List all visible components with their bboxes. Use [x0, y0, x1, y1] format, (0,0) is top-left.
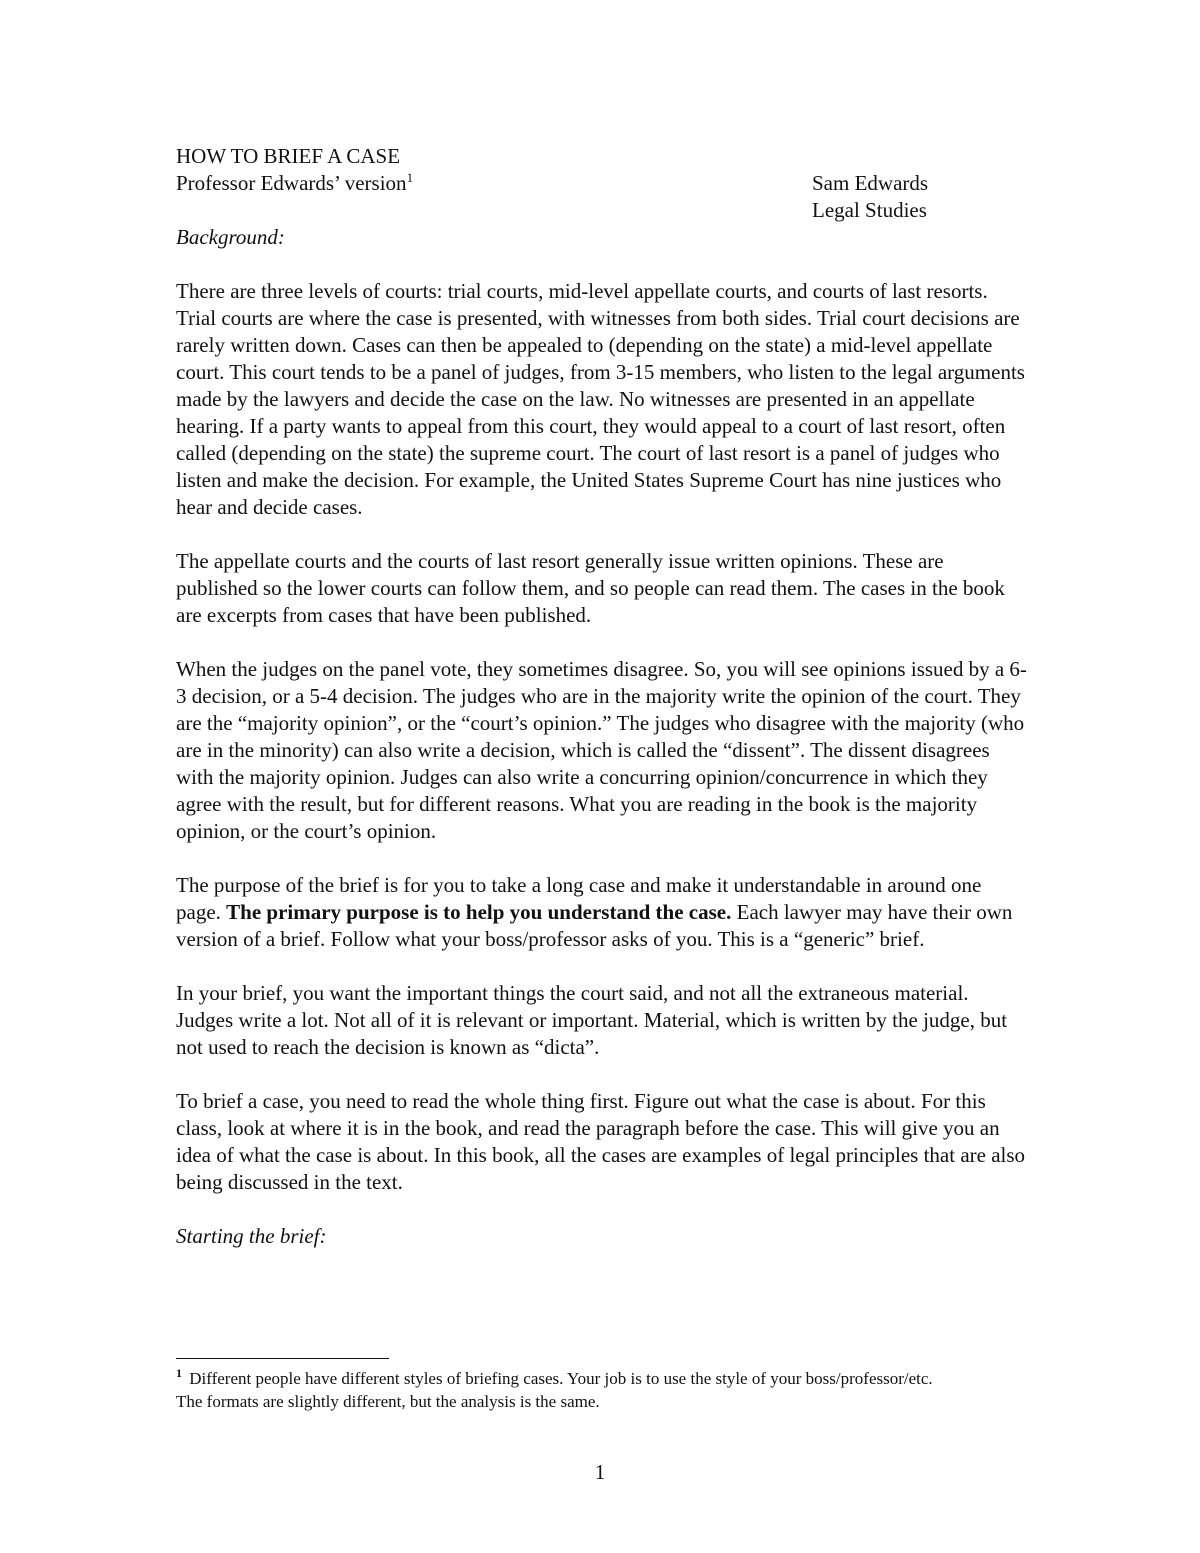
- paragraph-court-levels: There are three levels of courts: trial courts, mid-level appellate courts, and courts of last resorts. Trial courts are where the case is presented, with witnesses from both sides. Trial court decisions are rarely written down. Cases can then be appealed to (depending on the state) a mid-level appellate court. This court tends to be a panel of judges, from 3-15 members, who listen to the legal arguments made by the lawyers and decide the case on the law. No witnesses are presented in an appellate hearing. If a party wants to appeal from this court, they would appeal to a court of last resort, often called (depending on the state) the supreme court. The court of last resort is a panel of judges who listen and make the decision. For example, the United States Supreme Court has nine justices who hear and decide cases.: [176, 279, 1025, 519]
- paragraph-written-opinions: The appellate courts and the courts of last resort generally issue written opinions. These are published so the lower courts can follow them, and so people can read them. The cases in the book are excerpts from cases that have been published.: [176, 549, 1005, 627]
- subtitle-text: Professor Edwards’ version: [176, 171, 407, 195]
- author-department: Legal Studies: [812, 198, 927, 222]
- paragraph-reading-case: To brief a case, you need to read the whole thing first. Figure out what the case is about. For this class, look at where it is in the book, and read the paragraph before the case. This will give you an idea of what the case is about. In this book, all the cases are examples of legal principles that are also being discussed in the text.: [176, 1089, 1026, 1194]
- paragraph-dicta: In your brief, you want the important things the court said, and not all the extraneous material. Judges write a lot. Not all of it is relevant or important. Material, which is written by the judge, but not used to reach the decision is known as “dicta”.: [176, 981, 1008, 1059]
- paragraph-panel-votes: When the judges on the panel vote, they sometimes disagree. So, you will see opinions issued by a 6-3 decision, or a 5-4 decision. The judges who are in the majority write the opinion of the court. They are the “majority opinion”, or the “court’s opinion.” The judges who disagree with the majority (who are in the minority) can also write a decision, which is called the “dissent”. The dissent disagrees with the majority opinion. Judges can also write a concurring opinion/concurrence in which they agree with the result, but for different reasons. What you are reading in the book is the majority opinion, or the court’s opinion.: [176, 657, 1027, 843]
- paragraph-brief-purpose: [176, 872, 1028, 953]
- author-name: Sam Edwards: [812, 171, 929, 195]
- background-heading: Background:: [176, 225, 285, 249]
- footnote-text: Different people have different styles of briefing cases. Your job is to use the style of your boss/professor/etc. The formats are slightly different, but the analysis is the same.: [176, 1369, 933, 1411]
- footnote: [176, 1367, 956, 1413]
- purpose-emphasis: The primary purpose is to help you understand the case.: [226, 900, 732, 924]
- footnote-marker: 1: [176, 1366, 182, 1381]
- page-number: 1: [594, 1460, 606, 1484]
- purpose-text-before: The purpose of the brief is for you to take a long case and make it understandable in around one page.: [176, 873, 982, 924]
- footnote-divider: [176, 1358, 389, 1359]
- document-subtitle: [176, 170, 413, 197]
- document-body: [176, 143, 1028, 1250]
- document-title: HOW TO BRIEF A CASE: [176, 144, 401, 168]
- document-header: [176, 143, 1028, 251]
- starting-brief-heading: Starting the brief:: [176, 1224, 327, 1248]
- footnote-reference: 1: [406, 170, 414, 185]
- purpose-text-after: Each lawyer may have their own version of a brief. Follow what your boss/professor asks of you. This is a “generic” brief.: [176, 900, 1013, 951]
